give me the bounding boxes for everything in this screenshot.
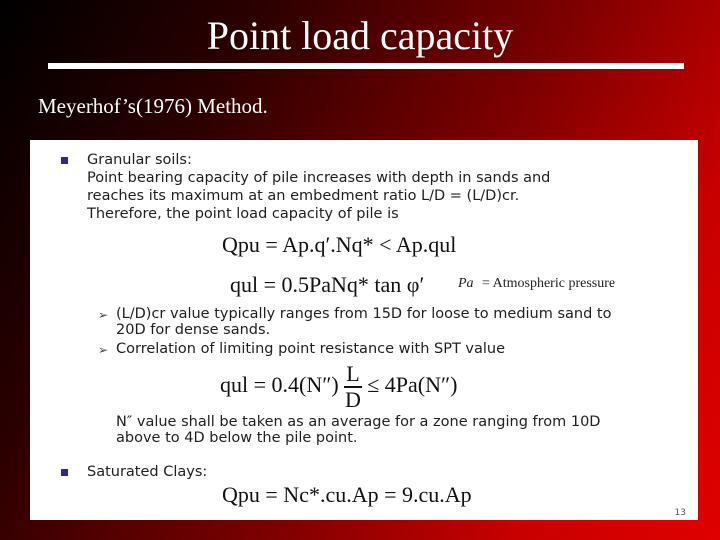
eq3-denominator: D	[345, 387, 361, 412]
equation-limiting-resistance: qul = 0.5PaNq* tan φ′	[230, 272, 425, 297]
eq3-fraction	[344, 362, 361, 412]
arrow-bullet-icon: ➢	[98, 308, 109, 322]
equation-point-load: Qpu = Ap.q′.Nq* < Ap.qul	[222, 232, 457, 257]
slide-subtitle: Meyerhof’s(1976) Method.	[38, 94, 268, 118]
clay-heading: Saturated Clays:	[87, 464, 208, 480]
note-line-2: above to 4D below the pile point.	[116, 430, 358, 446]
page-number: 13	[674, 508, 686, 518]
note-line-1: N″ value shall be taken as an average for a zone ranging from 10D	[116, 414, 601, 430]
granular-line-2: reaches its maximum at an embedment ratio L/D = (L/D)cr.	[87, 188, 520, 204]
sub-bullet-line-3: Correlation of limiting point resistance with SPT value	[116, 341, 506, 357]
content-panel	[30, 140, 698, 520]
eq3-left: qul = 0.4(N″)	[220, 372, 339, 398]
arrow-bullet-icon: ➢	[98, 343, 109, 357]
sub-bullet-line-2: 20D for dense sands.	[116, 322, 271, 338]
slide-title: Point load capacity	[206, 13, 514, 58]
bullet-square-icon	[61, 469, 68, 476]
bullet-square-icon	[61, 157, 68, 164]
equation-spt-correlation	[220, 362, 457, 412]
eq3-numerator: L	[346, 361, 360, 386]
atm-symbol: Pa	[458, 276, 474, 291]
equation-clay-capacity: Qpu = Nc*.cu.Ap = 9.cu.Ap	[222, 482, 472, 507]
granular-line-3: Therefore, the point load capacity of pile is	[87, 206, 399, 222]
granular-heading: Granular soils:	[87, 152, 192, 168]
granular-line-1: Point bearing capacity of pile increases with depth in sands and	[87, 170, 551, 186]
atm-label: = Atmospheric pressure	[482, 276, 616, 291]
eq3-right: ≤ 4Pa(N″)	[367, 372, 458, 398]
title-underline	[48, 63, 684, 69]
sub-bullet-line-1: (L/D)cr value typically ranges from 15D for loose to medium sand to	[116, 306, 612, 322]
